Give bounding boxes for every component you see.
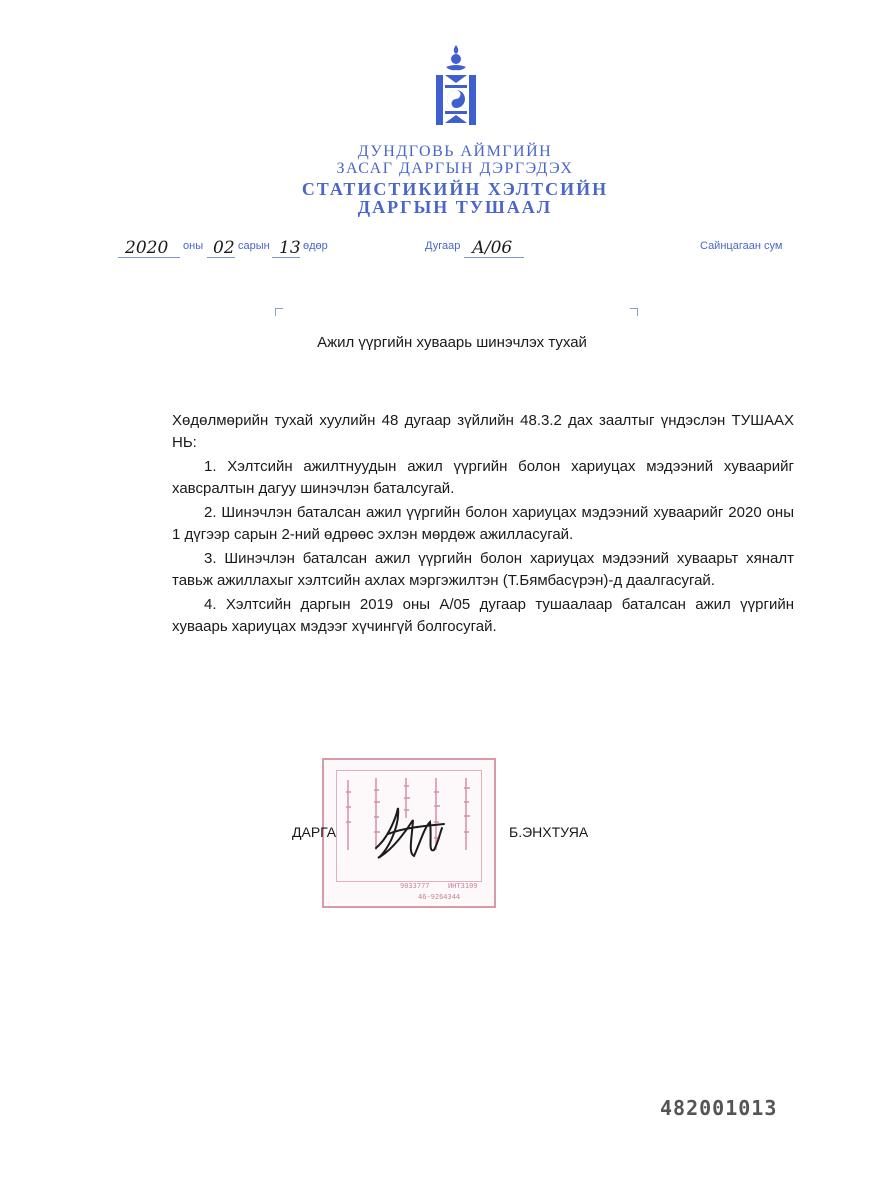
date-day: 13 (279, 238, 301, 258)
soyombo-emblem-icon (432, 45, 480, 133)
stamp-code-1: 9033777 (400, 882, 430, 890)
date-year: 2020 (125, 238, 169, 258)
corner-mark-left (275, 308, 283, 316)
place-name: Сайнцагаан сум (700, 240, 783, 252)
order-item-1: 1. Хэлтсийн ажилтнуудын ажил үүргийн болон хариуцах мэдээний хуваарийг хавсралтын дагуу шинэчлэн баталсугай. (172, 458, 794, 497)
order-item-2: 2. Шинэчлэн баталсан ажил үүргийн болон хариуцах мэдээний хуваарийг 2020 оны 1 дүгээр сарын 2-ний өдрөөс эхлэн мөрдөж ажилласугай. (172, 504, 794, 543)
year-label: оны (183, 240, 204, 252)
corner-mark-right (630, 308, 638, 316)
stamp-code-2: ИНТ3109 (448, 882, 478, 890)
header-line-2: ЗАСАГ ДАРГЫН ДЭРГЭДЭХ (336, 160, 574, 177)
day-label: өдөр (303, 240, 328, 252)
signer-position: ДАРГА (292, 824, 337, 840)
document-serial-number: 482001013 (660, 1096, 778, 1120)
intro-paragraph: Хөдөлмөрийн тухай хуулийн 48 дугаар зүйлийн 48.3.2 дах заалтыг үндэслэн ТУШААХ НЬ: (172, 412, 794, 451)
header-line-4: ДАРГЫН ТУШААЛ (357, 197, 553, 217)
document-order-number: А/06 (472, 238, 513, 258)
month-label: сарын (238, 240, 270, 252)
date-number-line (0, 240, 872, 270)
handwritten-signature-icon (368, 798, 448, 868)
stamp-code-3: 46-9264344 (418, 893, 461, 901)
signer-name: Б.ЭНХТУЯА (509, 824, 589, 840)
date-month: 02 (213, 238, 235, 258)
order-item-4: 4. Хэлтсийн даргын 2019 оны А/05 дугаар тушаалаар баталсан ажил үүргийн хуваарь хариуцах мэдээг хүчингүй болгосугай. (172, 596, 794, 635)
header-line-1: ДУНДГОВЬ АЙМГИЙН (357, 143, 553, 160)
order-item-3: 3. Шинэчлэн баталсан ажил үүргийн болон хариуцах мэдээний хуваарьт хяналт тавьж ажиллахыг хэлтсийн ахлах мэргэжилтэн (Т.Бямбасүрэн)-д даалгасугай. (172, 550, 794, 589)
number-label: Дугаар (425, 240, 461, 252)
header-line-3: СТАТИСТИКИЙН ХЭЛТСИЙН (301, 179, 609, 199)
document-body (172, 410, 794, 640)
document-title: Ажил үүргийн хуваарь шинэчлэх тухай (317, 334, 587, 351)
